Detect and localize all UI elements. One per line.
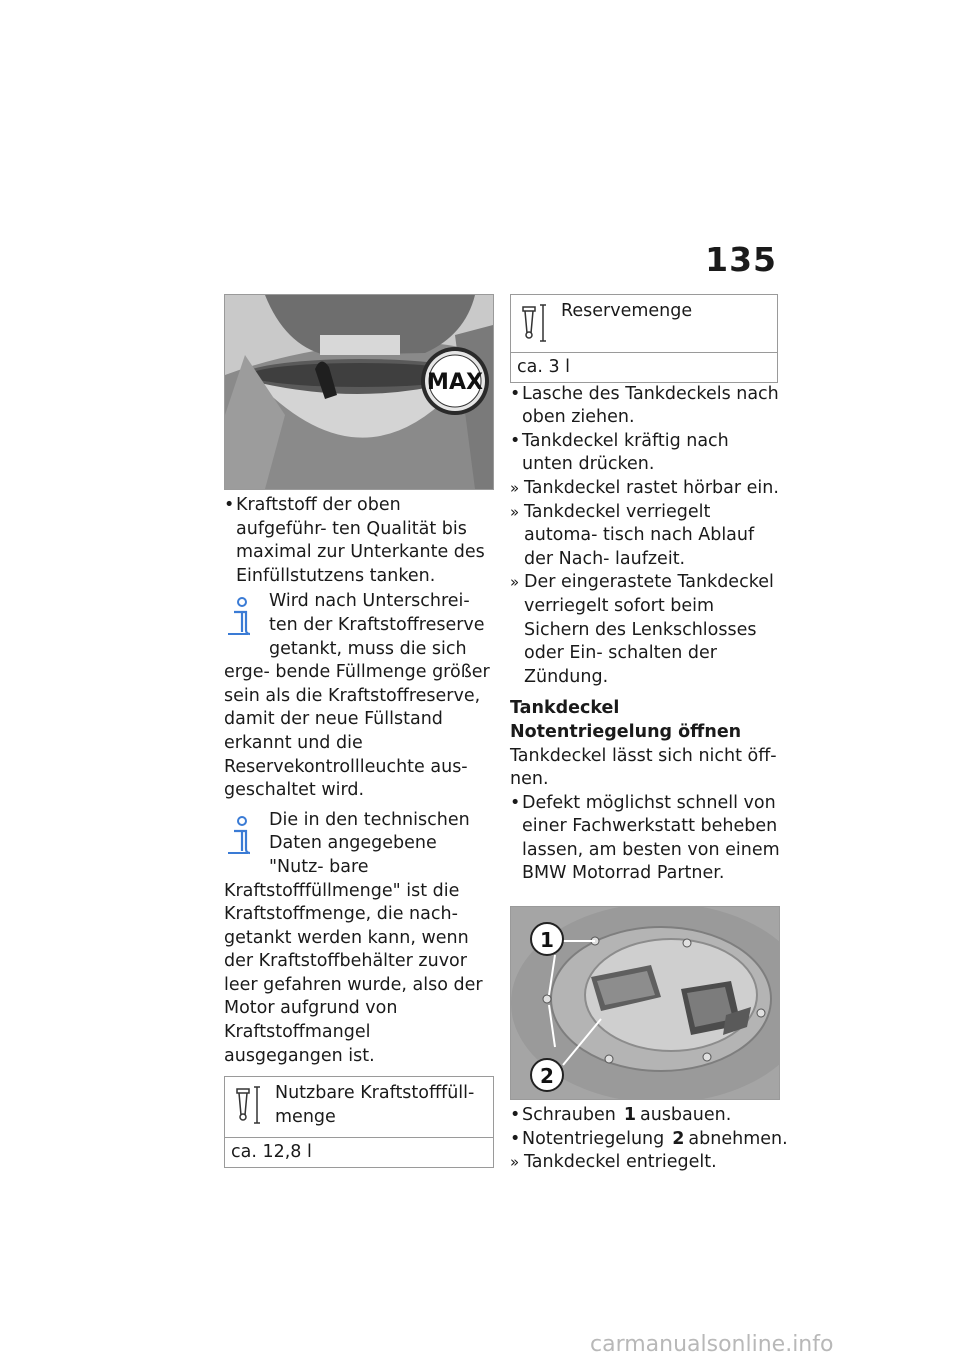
step-text: ausbauen. <box>640 1105 732 1126</box>
result-text: Tankdeckel rastet hörbar ein. <box>524 477 779 498</box>
callout-number: 2 <box>672 1128 685 1149</box>
list-item <box>510 1128 788 1152</box>
fuel-filler-photo <box>224 294 494 490</box>
step-text: Schrauben <box>522 1105 616 1126</box>
instruction-text: Lasche des Tankdeckels nach oben ziehen. <box>522 383 779 428</box>
callout-1: 1 <box>540 928 554 953</box>
step-text: Notentriegelung <box>522 1128 665 1149</box>
page-number: 135 <box>705 240 777 279</box>
result-marker: » <box>510 573 520 592</box>
data-value: ca. 12,8 l <box>231 1142 312 1163</box>
section-heading: Tankdeckel Notentriegelung öffnen <box>510 698 742 742</box>
list-item <box>224 494 494 588</box>
result-item <box>510 477 782 501</box>
bullet-marker: • <box>224 495 235 515</box>
bullet-marker: • <box>510 1128 521 1149</box>
note-text: Wird nach Unterschrei- ten der Kraftstoffreserve getankt, muss die sich erge- bende Füllmenge größer sein als die Kraftstoffreserve, damit der neue Füllstand erkannt und die Reservekontrollleuchte aus- geschaltet wird. <box>224 591 490 801</box>
info-note <box>224 809 494 1069</box>
data-label: Nutzbare Kraftstofffüll- menge <box>275 1083 475 1127</box>
instruction-text: Defekt möglichst schnell von einer Fachwerkstatt beheben lassen, am besten von einem BMW Motorrad Partner. <box>522 792 780 884</box>
result-text: Der eingerastete Tankdeckel verriegelt sofort beim Sichern des Lenkschlosses oder Ein- schalten der Zündung. <box>524 572 774 687</box>
bullet-marker: • <box>510 383 521 404</box>
result-marker: » <box>510 1153 520 1172</box>
result-item <box>510 501 782 572</box>
max-label: MAX <box>427 370 483 395</box>
bullet-marker: • <box>510 792 521 813</box>
callout-2: 2 <box>540 1064 554 1089</box>
left-column <box>224 294 494 1168</box>
instruction-text: Tankdeckel kräftig nach unten drücken. <box>522 430 729 475</box>
fuel-capacity-box <box>224 1076 494 1168</box>
data-label: Reservemenge <box>561 301 693 321</box>
measurement-icon <box>521 303 551 343</box>
result-item <box>510 571 782 689</box>
result-marker: » <box>510 478 520 497</box>
bullet-marker: • <box>510 430 521 451</box>
list-item <box>510 1104 782 1128</box>
info-icon <box>224 594 260 638</box>
list-item <box>510 792 782 886</box>
data-value: ca. 3 l <box>517 357 571 377</box>
data-box-header <box>225 1077 493 1138</box>
fuel-filler-illustration <box>225 295 493 489</box>
bullet-marker: • <box>510 1105 521 1126</box>
result-text: Tankdeckel entriegelt. <box>524 1152 717 1173</box>
tank-cap-illustration <box>511 907 779 1099</box>
result-marker: » <box>510 502 520 521</box>
list-item <box>510 430 782 477</box>
instruction-text: Kraftstoff der oben aufgeführ- ten Qualität bis maximal zur Unterkante des Einfüllstutzens tanken. <box>236 495 485 586</box>
data-box-header <box>511 295 777 353</box>
measurement-icon <box>235 1085 265 1125</box>
reserve-box <box>510 294 778 383</box>
step-text: abnehmen. <box>688 1128 788 1149</box>
callout-number: 1 <box>623 1105 636 1126</box>
info-note <box>224 590 494 802</box>
paragraph: Tankdeckel lässt sich nicht öff- nen. <box>510 745 777 790</box>
tank-cap-photo <box>510 906 780 1100</box>
info-icon <box>224 813 260 857</box>
note-text: Die in den technischen Daten angegebene "Nutz- bare Kraftstofffüllmenge" ist die Kraftstoffmenge, die nach- getankt werden kann, wenn der Kraftstoffbehälter zuvor leer gefahren wurde, also der Motor aufgrund von Kraftstoffmangel ausgegangen ist. <box>224 809 483 1066</box>
list-item <box>510 383 782 430</box>
result-item <box>510 1151 782 1175</box>
right-column <box>510 294 788 1175</box>
result-text: Tankdeckel verriegelt automa- tisch nach Ablauf der Nach- laufzeit. <box>524 501 755 569</box>
watermark: carmanualsonline.info <box>590 1332 834 1357</box>
